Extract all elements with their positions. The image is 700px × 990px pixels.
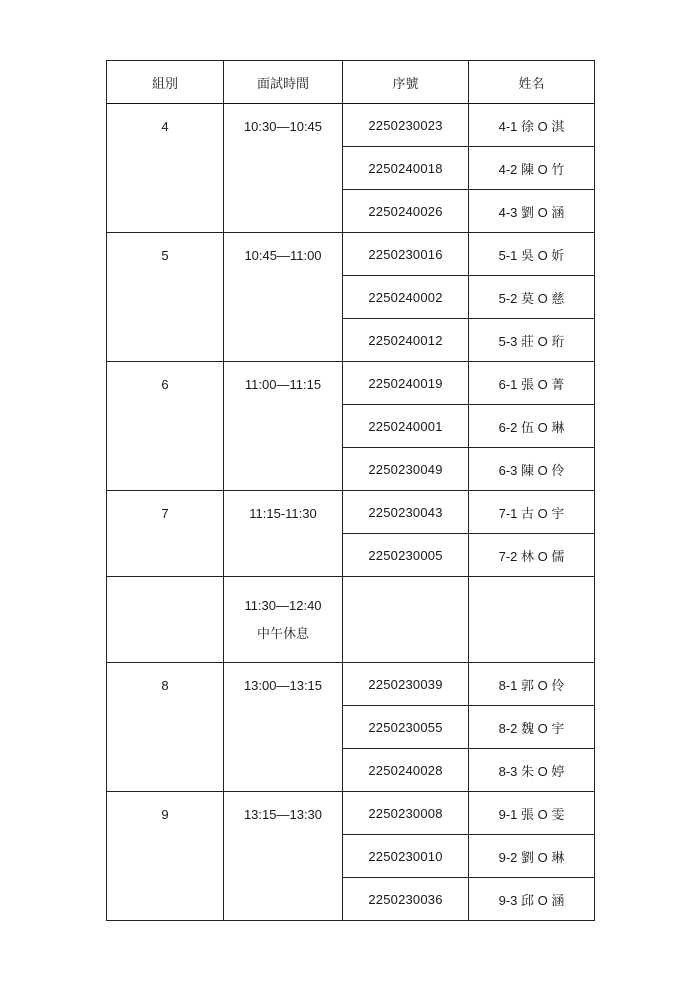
group-number: 4 (107, 104, 224, 233)
interview-time: 10:30—10:45 (224, 104, 343, 233)
table-row (107, 663, 595, 706)
candidate-name: 6-1 張 O 菁 (469, 362, 595, 405)
candidate-name: 8-1 郭 O 伶 (469, 663, 595, 706)
serial-number: 2250240018 (343, 147, 469, 190)
candidate-name: 7-1 古 O 宇 (469, 491, 595, 534)
serial-number: 2250230039 (343, 663, 469, 706)
table-row (107, 491, 595, 534)
candidate-name: 9-3 邱 O 涵 (469, 878, 595, 921)
group-number: 5 (107, 233, 224, 362)
serial-number: 2250230055 (343, 706, 469, 749)
lunch-break-label: 中午休息 (256, 625, 309, 641)
serial-number: 2250230043 (343, 491, 469, 534)
serial-number: 2250230023 (343, 104, 469, 147)
header-interview-time: 面試時間 (224, 61, 343, 104)
header-group: 組別 (107, 61, 224, 104)
interview-time: 11:15-11:30 (224, 491, 343, 577)
group-number: 6 (107, 362, 224, 491)
table-row (107, 792, 595, 835)
candidate-name: 5-1 吳 O 妡 (469, 233, 595, 276)
candidate-name: 4-1 徐 O 淇 (469, 104, 595, 147)
empty-serial-cell (343, 577, 469, 663)
empty-name-cell (469, 577, 595, 663)
lunch-break-row (107, 577, 595, 663)
lunch-break-time: 11:30—12:40 (244, 597, 322, 613)
candidate-name: 7-2 林 O 儒 (469, 534, 595, 577)
candidate-name: 5-2 莫 O 慈 (469, 276, 595, 319)
empty-group-cell (107, 577, 224, 663)
serial-number: 2250230010 (343, 835, 469, 878)
serial-number: 2250240012 (343, 319, 469, 362)
interview-schedule-table (106, 60, 595, 921)
interview-time: 10:45—11:00 (224, 233, 343, 362)
interview-time: 11:00—11:15 (224, 362, 343, 491)
table-row (107, 233, 595, 276)
serial-number: 2250240028 (343, 749, 469, 792)
interview-time: 13:15—13:30 (224, 792, 343, 921)
serial-number: 2250230008 (343, 792, 469, 835)
candidate-name: 5-3 莊 O 珩 (469, 319, 595, 362)
lunch-break-cell (224, 577, 343, 663)
candidate-name: 6-2 伍 O 琳 (469, 405, 595, 448)
header-name: 姓名 (469, 61, 595, 104)
serial-number: 2250240001 (343, 405, 469, 448)
candidate-name: 8-3 朱 O 婷 (469, 749, 595, 792)
candidate-name: 6-3 陳 O 伶 (469, 448, 595, 491)
interview-time: 13:00—13:15 (224, 663, 343, 792)
table-row (107, 104, 595, 147)
serial-number: 2250240002 (343, 276, 469, 319)
group-number: 9 (107, 792, 224, 921)
candidate-name: 9-1 張 O 雯 (469, 792, 595, 835)
header-row (107, 61, 595, 104)
candidate-name: 9-2 劉 O 琳 (469, 835, 595, 878)
serial-number: 2250230049 (343, 448, 469, 491)
header-serial-number: 序號 (343, 61, 469, 104)
serial-number: 2250240026 (343, 190, 469, 233)
serial-number: 2250230016 (343, 233, 469, 276)
table-row (107, 362, 595, 405)
serial-number: 2250230036 (343, 878, 469, 921)
serial-number: 2250240019 (343, 362, 469, 405)
group-number: 8 (107, 663, 224, 792)
candidate-name: 8-2 魏 O 宇 (469, 706, 595, 749)
candidate-name: 4-3 劉 O 涵 (469, 190, 595, 233)
group-number: 7 (107, 491, 224, 577)
candidate-name: 4-2 陳 O 竹 (469, 147, 595, 190)
serial-number: 2250230005 (343, 534, 469, 577)
